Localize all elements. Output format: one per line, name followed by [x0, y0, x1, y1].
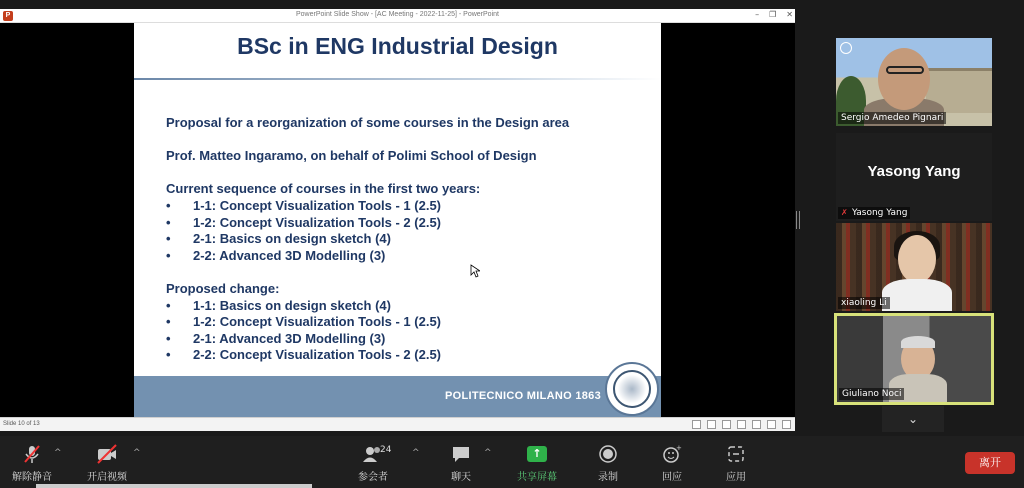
audio-options-chevron-icon[interactable]: ^ — [54, 448, 62, 458]
prev-slide-icon[interactable] — [692, 420, 701, 429]
active-speaker-tile[interactable] — [834, 313, 994, 405]
sorter-view-icon[interactable] — [752, 420, 761, 429]
window-title: PowerPoint Slide Show - [AC Meeting - 2022-11-25] - PowerPoint — [296, 11, 499, 18]
muted-mic-icon: ✗ — [841, 208, 848, 217]
view-controls — [692, 420, 791, 429]
gallery-resize-handle[interactable] — [796, 211, 800, 229]
normal-view-icon[interactable] — [737, 420, 746, 429]
participants-label: 参会者 — [358, 472, 388, 483]
muted-mic-icon — [22, 444, 42, 464]
next-slide-icon[interactable] — [707, 420, 716, 429]
leave-meeting-button[interactable]: 离开 — [965, 452, 1015, 474]
reactions-label: 回应 — [662, 472, 682, 483]
chat-options-chevron-icon[interactable]: ^ — [484, 448, 492, 458]
participants-options-chevron-icon[interactable]: ^ — [412, 448, 420, 458]
close-icon[interactable]: ✕ — [786, 10, 793, 19]
list-item — [166, 248, 646, 265]
reaction-icon — [662, 444, 682, 464]
participant-name-tag — [838, 207, 910, 219]
slide-body — [166, 115, 646, 364]
glasses — [886, 66, 924, 74]
list-item — [166, 347, 646, 364]
reading-view-icon[interactable] — [767, 420, 776, 429]
svg-text:+: + — [676, 444, 682, 452]
gallery-scroll-down-button[interactable]: ⌄ — [882, 406, 944, 432]
list-item-text: 2-2: Concept Visualization Tools - 2 (2.5) — [193, 347, 442, 363]
chat-label: 聊天 — [451, 472, 471, 483]
record-button[interactable] — [573, 444, 643, 483]
slide — [134, 23, 661, 417]
participant-body — [882, 279, 952, 311]
unmute-label: 解除静音 — [12, 472, 52, 483]
mouse-cursor-icon — [470, 264, 480, 278]
participant-display-name: Yasong Yang — [867, 163, 961, 180]
participant-face — [898, 235, 936, 283]
minimize-icon[interactable]: – — [755, 10, 760, 19]
list-item — [166, 314, 646, 331]
taskbar-strip — [36, 484, 312, 488]
slide-counter: Slide 10 of 13 — [3, 421, 40, 427]
apps-icon — [726, 444, 746, 464]
restore-icon[interactable]: ❐ — [769, 10, 777, 19]
footer-brand: POLITECNICO MILANO 1863 — [444, 390, 601, 402]
list-item-text: 2-1: Basics on design sketch (4) — [193, 231, 391, 247]
list-item-text: 1-2: Concept Visualization Tools - 2 (2.5) — [193, 214, 442, 230]
list-item-text: 2-2: Advanced 3D Modelling (3) — [193, 247, 386, 263]
bullet-icon: • — [166, 347, 171, 363]
list-item-text: 1-1: Concept Visualization Tools - 1 (2.5) — [193, 197, 442, 213]
bullet-icon: • — [166, 231, 171, 247]
current-heading: Current sequence of courses in the first two years: — [166, 181, 481, 197]
slide-title: BSc in ENG Industrial Design — [237, 33, 558, 59]
meeting-toolbar — [0, 436, 1024, 488]
video-options-chevron-icon[interactable]: ^ — [133, 448, 141, 458]
participant-hair — [901, 336, 935, 348]
proposal-line: Proposal for a reorganization of some courses in the Design area — [166, 115, 570, 130]
list-item — [166, 215, 646, 232]
participant-tile[interactable] — [836, 38, 992, 126]
title-divider — [134, 78, 661, 80]
chat-icon — [451, 444, 471, 464]
slide-footer — [134, 376, 661, 417]
list-item — [166, 331, 646, 348]
list-item — [166, 198, 646, 215]
bullet-icon: • — [166, 197, 171, 213]
share-screen-label: 共享屏幕 — [517, 472, 557, 483]
proposed-heading: Proposed change: — [166, 280, 280, 296]
share-screen-icon: ↑ — [527, 446, 547, 462]
powerpoint-titlebar — [0, 9, 795, 23]
bullet-icon: • — [166, 247, 171, 263]
apps-button[interactable] — [701, 444, 771, 483]
author-line: Prof. Matteo Ingaramo, on behalf of Polimi School of Design — [166, 148, 537, 164]
reactions-button[interactable] — [637, 444, 707, 483]
slide-stage — [0, 23, 795, 417]
bullet-icon: • — [166, 214, 171, 230]
start-video-label: 开启视频 — [87, 472, 127, 483]
slideshow-view-icon[interactable] — [782, 420, 791, 429]
participant-name: Giuliano Noci — [839, 388, 904, 400]
menu-icon[interactable] — [722, 420, 731, 429]
start-video-button[interactable] — [72, 444, 142, 483]
bullet-icon: • — [166, 297, 171, 313]
participant-tile[interactable] — [836, 223, 992, 311]
powerpoint-icon: P — [3, 11, 13, 21]
apps-label: 应用 — [726, 472, 746, 483]
window-controls — [755, 10, 793, 19]
participant-tile[interactable] — [836, 133, 992, 221]
participants-button[interactable] — [338, 444, 408, 483]
video-off-icon — [96, 444, 118, 464]
participant-face — [878, 48, 930, 110]
share-screen-button[interactable] — [502, 444, 572, 483]
powerpoint-window — [0, 9, 795, 431]
bullet-icon: • — [166, 330, 171, 346]
participant-name: Sergio Amedeo Pignari — [838, 112, 946, 124]
participant-name: Yasong Yang — [852, 208, 908, 218]
participant-name: xiaoling Li — [838, 297, 890, 309]
list-item-text: 2-1: Advanced 3D Modelling (3) — [193, 330, 386, 346]
bullet-icon: • — [166, 314, 171, 330]
list-item — [166, 231, 646, 248]
list-item-text: 1-1: Basics on design sketch (4) — [193, 297, 391, 313]
powerpoint-statusbar — [0, 417, 795, 431]
record-icon — [598, 444, 618, 464]
list-item-text: 1-2: Concept Visualization Tools - 1 (2.5) — [193, 314, 442, 330]
list-item — [166, 298, 646, 315]
record-label: 录制 — [598, 472, 618, 483]
polimi-seal-icon — [605, 362, 659, 416]
university-logo-icon — [840, 42, 852, 54]
participants-count: 24 — [380, 445, 392, 455]
